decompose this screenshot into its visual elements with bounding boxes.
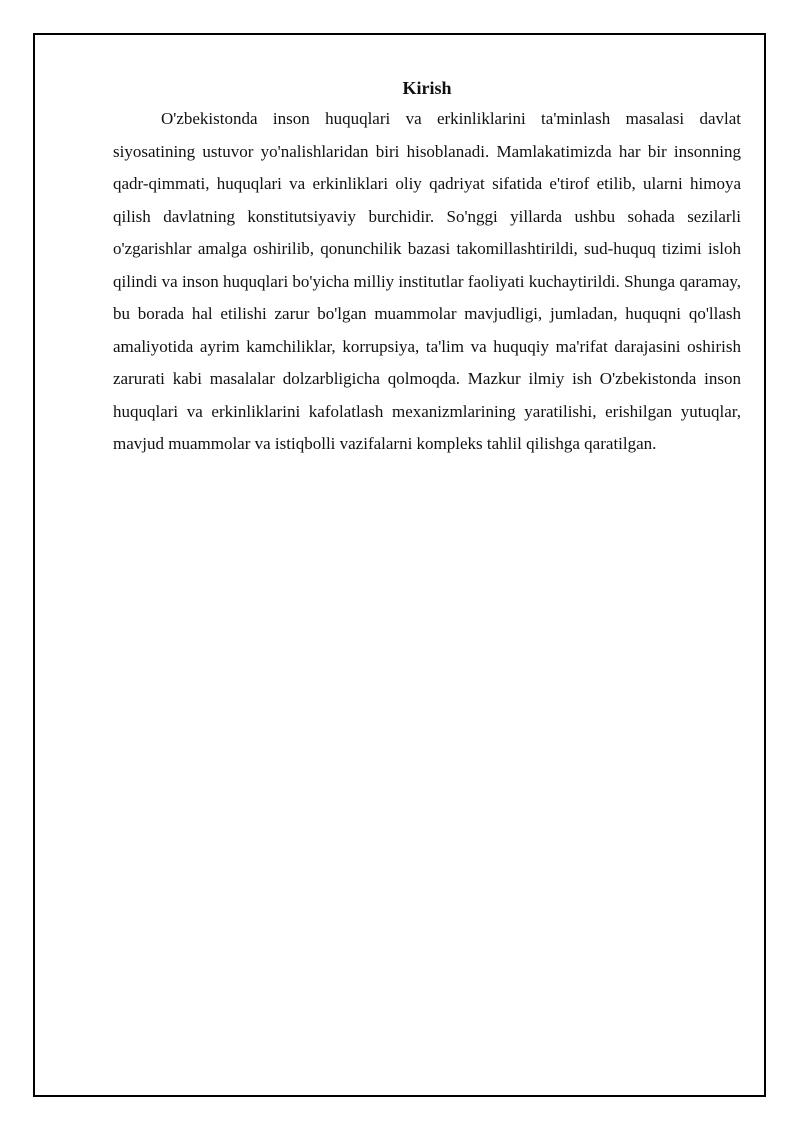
section-heading: Kirish (402, 78, 452, 98)
document-content (113, 73, 741, 461)
intro-paragraph: O'zbekistonda inson huquqlari va erkinliklarini ta'minlash masalasi davlat siyosatining ustuvor yo'nalishlaridan biri hisoblanadi. Mamlakatimizda har bir insonning qadr-qimmati, huquqlari va erkinliklari oliy qadriyat sifatida e'tirof etilib, ularni himoya qilish davlatning konstitutsiyaviy burchidir. So'nggi yillarda ushbu sohada sezilarli o'zgarishlar amalga oshirilib, qonunchilik bazasi takomillashtirildi, sud-huquq tizimi isloh qilindi va inson huquqlari bo'yicha milliy institutlar faoliyati kuchaytirildi. Shunga qaramay, bu borada hal etilishi zarur bo'lgan muammolar mavjudligi, jumladan, huquqni qo'llash amaliyotida ayrim kamchiliklar, korrupsiya, ta'lim va huquqiy ma'rifat darajasini oshirish zarurati kabi masalalar dolzarbligicha qolmoqda. Mazkur ilmiy ish O'zbekistonda inson huquqlari va erkinliklarini kafolatlash mexanizmlarining yaratilishi, erishilgan yutuqlar, mavjud muammolar va istiqbolli vazifalarni kompleks tahlil qilishga qaratilgan. (113, 109, 742, 453)
